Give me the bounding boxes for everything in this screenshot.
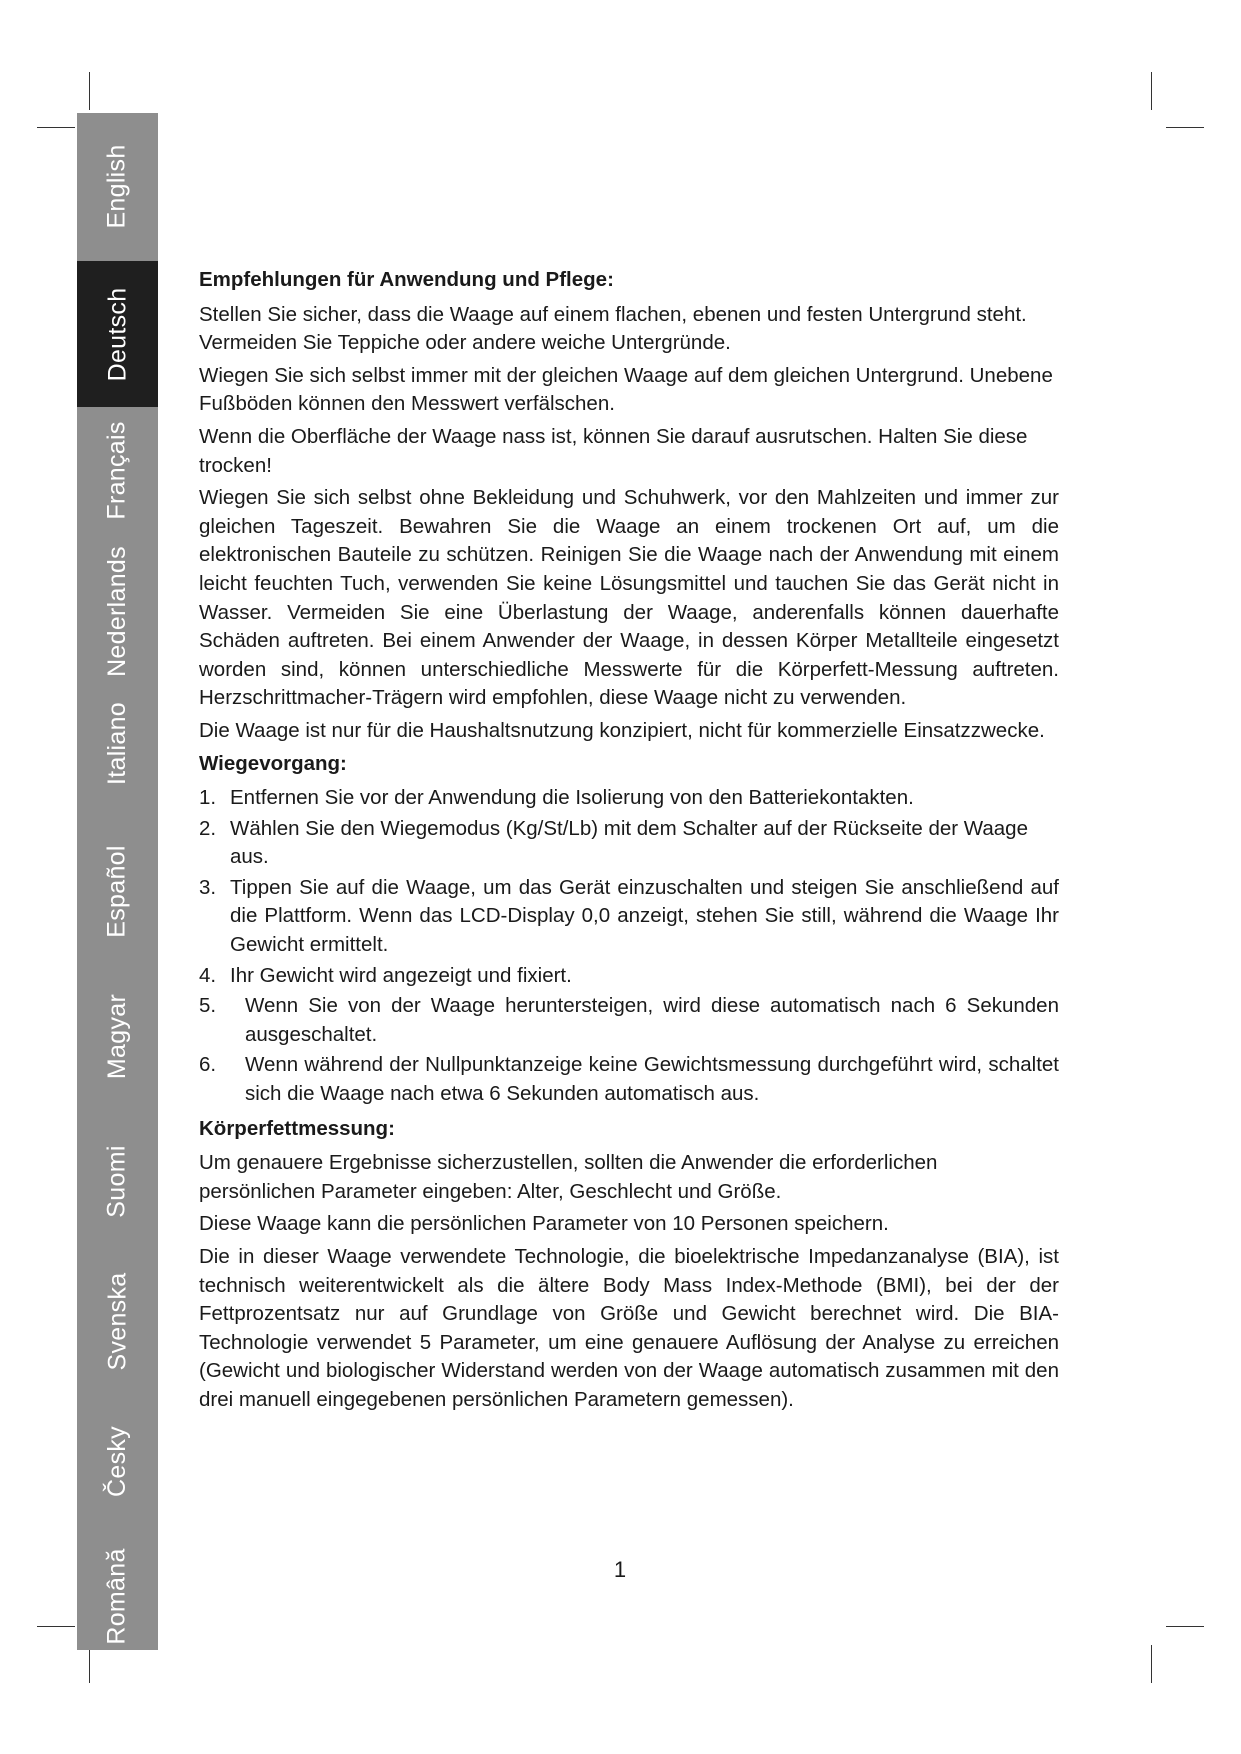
- list-item: [199, 962, 1059, 991]
- crop-mark-top-right-vertical: [1151, 72, 1152, 110]
- lang-tab-label: Română: [103, 1547, 132, 1645]
- paragraph: Wiegen Sie sich selbst immer mit der gleichen Waage auf dem gleichen Untergrund. Unebene Fußböden können den Messwert verfälschen.: [199, 363, 1053, 416]
- lang-tab-label: Deutsch: [103, 287, 131, 381]
- step-text: Wählen Sie den Wiegemodus (Kg/St/Lb) mit dem Schalter auf der Rückseite der Waage aus.: [230, 816, 1028, 869]
- lang-tab-label: Česky: [103, 1425, 131, 1497]
- paragraph: Wenn die Oberfläche der Waage nass ist, können Sie darauf ausrutschen. Halten Sie diese trocken!: [199, 424, 1028, 477]
- language-sidebar: [77, 113, 158, 1650]
- lang-tab-label: Magyar: [103, 993, 132, 1079]
- lang-tab-label: Svenska: [103, 1272, 131, 1370]
- lang-tab-label: Français: [103, 420, 132, 520]
- lang-tab-francais[interactable]: [77, 397, 158, 543]
- paragraph: Die in dieser Waage verwendete Technologie, die bioelektrische Impedanzanalyse (BIA), ist technisch weiterentwickelt als die ältere Body Mass Index-Methode (BMI), bei der der Fettprozentsatz nur auf Grundlage von Größe und Gewicht berechnet wird. Die BIA-Technologie verwendet 5 Parameter, um eine genauere Auflösung der Analyse zu erreichen (Gewicht und biologischer Widerstand werden von der Waage automatisch zusammen mit den drei manuell eingegebenen persönlichen Parametern gemessen).: [199, 1245, 1059, 1411]
- list-item: [199, 1051, 1059, 1108]
- list-item: [199, 815, 1059, 872]
- lang-tab-label: Italiano: [103, 701, 132, 785]
- page-number: 1: [613, 1557, 627, 1582]
- list-item: [199, 992, 1059, 1049]
- step-number: 4.: [199, 963, 217, 987]
- list-item: [199, 874, 1059, 960]
- step-number: 2.: [199, 816, 217, 840]
- lang-tab-italiano[interactable]: [77, 670, 158, 816]
- step-text: Wenn während der Nullpunktanzeige keine Gewichtsmessung durchgeführt wird, schaltet sich die Waage nach etwa 6 Sekunden automatisch aus.: [245, 1053, 1059, 1106]
- weighing-steps-list: [199, 784, 1059, 1109]
- section-heading-body-fat: Körperfettmessung:: [199, 1116, 395, 1140]
- paragraph: Diese Waage kann die persönlichen Parameter von 10 Personen speichern.: [199, 1212, 889, 1236]
- step-text: Ihr Gewicht wird angezeigt und fixiert.: [230, 963, 572, 987]
- lang-tab-label: Español: [103, 844, 132, 938]
- lang-tab-romana[interactable]: [77, 1523, 158, 1669]
- paragraph: Stellen Sie sicher, dass die Waage auf einem flachen, ebenen und festen Untergrund steht. Vermeiden Sie Teppiche oder andere weiche Untergründe.: [199, 302, 1027, 355]
- lang-tab-english[interactable]: [77, 113, 158, 259]
- lang-tab-magyar[interactable]: [77, 963, 158, 1109]
- lang-tab-svenska[interactable]: [77, 1248, 158, 1394]
- crop-mark-bottom-right-horizontal: [1166, 1626, 1204, 1627]
- section-heading-recommendations: Empfehlungen für Anwendung und Pflege:: [199, 268, 614, 291]
- lang-tab-espanol[interactable]: [77, 818, 158, 964]
- lang-tab-label: English: [103, 143, 132, 229]
- crop-mark-top-right-horizontal: [1166, 127, 1204, 128]
- lang-tab-cesky[interactable]: [77, 1388, 158, 1534]
- paragraph: Wiegen Sie sich selbst ohne Bekleidung und Schuhwerk, vor den Mahlzeiten und immer zur gleichen Tageszeit. Bewahren Sie die Waage an einem trockenen Ort auf, um die elektronischen Bauteile zu schützen. Reinigen Sie die Waage nach der Anwendung mit einem leicht feuchten Tuch, verwenden Sie keine Lösungsmittel und tauchen Sie das Gerät nicht in Wasser. Vermeiden Sie eine Überlastung der Waage, anderenfalls können dauerhafte Schäden auftreten. Bei einem Anwender der Waage, in dessen Körper Metallteile eingesetzt worden sind, können unterschiedliche Messwerte für die Körperfett-Messung auftreten. Herzschrittmacher-Trägern wird empfohlen, diese Waage nicht zu verwenden.: [199, 486, 1059, 710]
- crop-mark-bottom-left-horizontal: [37, 1626, 75, 1627]
- step-text: Entfernen Sie vor der Anwendung die Isolierung von den Batteriekontakten.: [230, 786, 914, 810]
- lang-tab-label: Suomi: [103, 1144, 131, 1218]
- lang-tab-deutsch[interactable]: [77, 261, 158, 407]
- step-number: 6.: [199, 1053, 217, 1077]
- document-body: [199, 262, 1059, 1419]
- list-item: [199, 784, 1059, 813]
- paragraph: Um genauere Ergebnisse sicherzustellen, sollten die Anwender die erforderlichen persönlichen Parameter eingeben: Alter, Geschlecht und Größe.: [199, 1151, 938, 1203]
- lang-tab-suomi[interactable]: [77, 1108, 158, 1254]
- lang-tab-nederlands[interactable]: [77, 538, 158, 684]
- step-number: 1.: [199, 786, 217, 810]
- crop-mark-top-left-vertical: [89, 72, 90, 110]
- crop-mark-bottom-right-vertical: [1151, 1645, 1152, 1683]
- step-number: 5.: [199, 994, 217, 1018]
- crop-mark-top-left-horizontal: [37, 127, 75, 128]
- lang-tab-label: Nederlands: [103, 545, 132, 677]
- section-heading-weighing: Wiegevorgang:: [199, 751, 347, 775]
- step-text: Wenn Sie von der Waage heruntersteigen, wird diese automatisch nach 6 Sekunden ausgeschaltet.: [245, 994, 1059, 1046]
- step-number: 3.: [199, 875, 217, 899]
- paragraph: Die Waage ist nur für die Haushaltsnutzung konzipiert, nicht für kommerzielle Einsatzzwecke.: [199, 718, 1045, 742]
- step-text: Tippen Sie auf die Waage, um das Gerät einzuschalten und steigen Sie anschließend auf die Plattform. Wenn das LCD-Display 0,0 anzeigt, stehen Sie still, während die Waage Ihr Gewicht ermittelt.: [230, 875, 1059, 957]
